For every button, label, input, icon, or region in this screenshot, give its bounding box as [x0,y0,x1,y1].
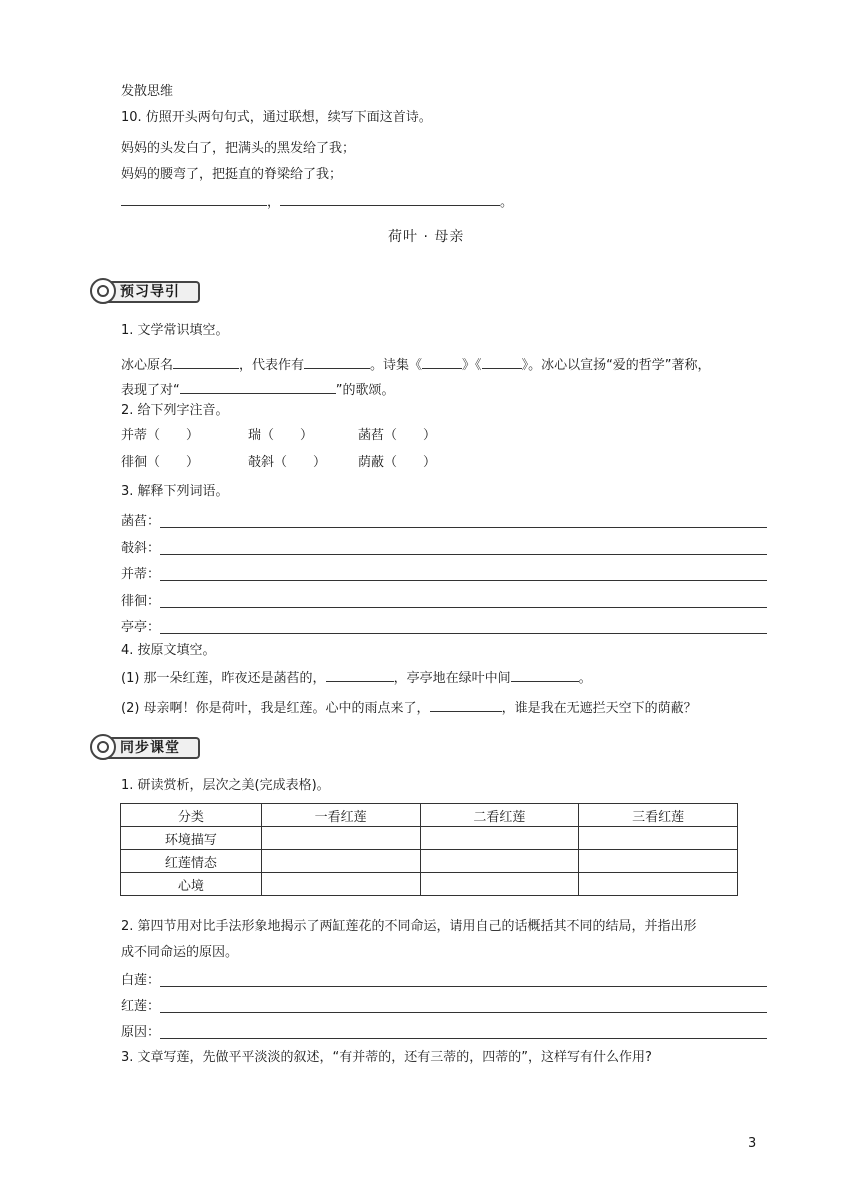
answer-label: 红莲： [121,999,161,1014]
question-10: 10. 仿照开头两句句式，通过联想，续写下面这首诗。 [121,110,432,125]
answer-line[interactable] [160,554,767,555]
table-cell[interactable] [579,850,738,873]
table-cell[interactable] [261,873,420,896]
refresh-icon [90,734,116,760]
section-banner-preview [90,278,210,306]
s1-question-4: 4. 按原文填空。 [121,643,216,658]
pinyin-item: 菡萏（ ） [358,428,437,443]
table-cell[interactable] [420,827,579,850]
blank-line[interactable] [121,192,267,206]
row-label: 心境 [121,873,262,896]
answer-line[interactable] [160,1012,767,1013]
answer-line[interactable] [160,580,767,581]
lesson-title: 荷叶 · 母亲 [388,229,465,245]
poem-line-1: 妈妈的头发白了，把满头的黑发给了我； [121,141,356,156]
pinyin-item: 攲斜（ ） [248,455,327,470]
table-row [121,850,738,873]
answer-label: 原因： [121,1025,161,1040]
table-cell[interactable] [579,827,738,850]
answer-line[interactable] [160,986,767,987]
term-label: 亭亭： [121,620,161,635]
pinyin-item: 荫蔽（ ） [358,455,437,470]
table-header: 一看红莲 [261,804,420,827]
s1-question-2: 2. 给下列字注音。 [121,403,229,418]
table-cell[interactable] [420,873,579,896]
blank-line[interactable] [482,355,522,369]
answer-line[interactable] [160,1038,767,1039]
term-label: 菡萏： [121,514,161,529]
term-label: 徘徊： [121,594,161,609]
section-label: 预习导引 [108,281,200,303]
s2-question-2-cont: 成不同命运的原因。 [121,945,239,960]
target-icon [90,278,116,304]
analysis-table [120,803,738,896]
pinyin-item: 瑞（ ） [248,428,314,443]
s1-q1-line: 冰心原名 ，代表作有 。诗集《 》《 》。冰心以宣扬“爱的哲学”著称， [121,355,711,374]
s2-question-3: 3. 文章写莲，先做平平淡淡的叙述，“有并蒂的，还有三蒂的，四蒂的”，这样写有什么作用? [121,1050,652,1065]
term-label: 并蒂： [121,567,161,582]
blank-line[interactable] [173,355,239,369]
table-cell[interactable] [261,850,420,873]
table-cell[interactable] [420,850,579,873]
section-banner-classroom [90,734,210,762]
blank-line[interactable] [304,355,370,369]
s2-question-1: 1. 研读赏析，层次之美(完成表格)。 [121,778,330,793]
blank-line[interactable] [430,698,502,712]
s2-question-2: 2. 第四节用对比手法形象地揭示了两缸莲花的不同命运，请用自己的话概括其不同的结局，并指出形 [121,919,697,934]
poem-line-2: 妈妈的腰弯了，把挺直的脊梁给了我； [121,167,343,182]
table-header-row [121,804,738,827]
table-header: 分类 [121,804,262,827]
row-label: 环境描写 [121,827,262,850]
table-row [121,827,738,850]
blank-line[interactable] [280,192,500,206]
section-heading-divergent: 发散思维 [121,84,174,99]
table-header: 二看红莲 [420,804,579,827]
answer-line[interactable] [160,607,767,608]
s1-q1-line2: 表现了对“ ”的歌颂。 [121,380,395,399]
table-row [121,873,738,896]
section-label: 同步课堂 [108,737,200,759]
blank-line[interactable] [180,380,336,394]
blank-line[interactable] [422,355,462,369]
answer-line[interactable] [160,527,767,528]
table-cell[interactable] [261,827,420,850]
s1-question-3: 3. 解释下列词语。 [121,484,229,499]
blank-line[interactable] [511,668,579,682]
row-label: 红莲情态 [121,850,262,873]
answer-line[interactable] [160,633,767,634]
pinyin-item: 徘徊（ ） [121,455,200,470]
page-number: 3 [748,1136,757,1151]
s1-q4-item-1: (1) 那一朵红莲，昨夜还是菡萏的， ，亭亭地在绿叶中间 。 [121,668,592,687]
table-header: 三看红莲 [579,804,738,827]
s1-question-1: 1. 文学常识填空。 [121,323,229,338]
s1-q4-item-2: (2) 母亲啊！你是荷叶，我是红莲。心中的雨点来了， ，谁是我在无遮拦天空下的荫蔽？ [121,698,697,717]
term-label: 攲斜： [121,541,161,556]
table-cell[interactable] [579,873,738,896]
pinyin-item: 并蒂（ ） [121,428,200,443]
blank-line[interactable] [326,668,394,682]
poem-continuation: ， 。 [121,192,513,211]
answer-label: 白莲： [121,973,161,988]
